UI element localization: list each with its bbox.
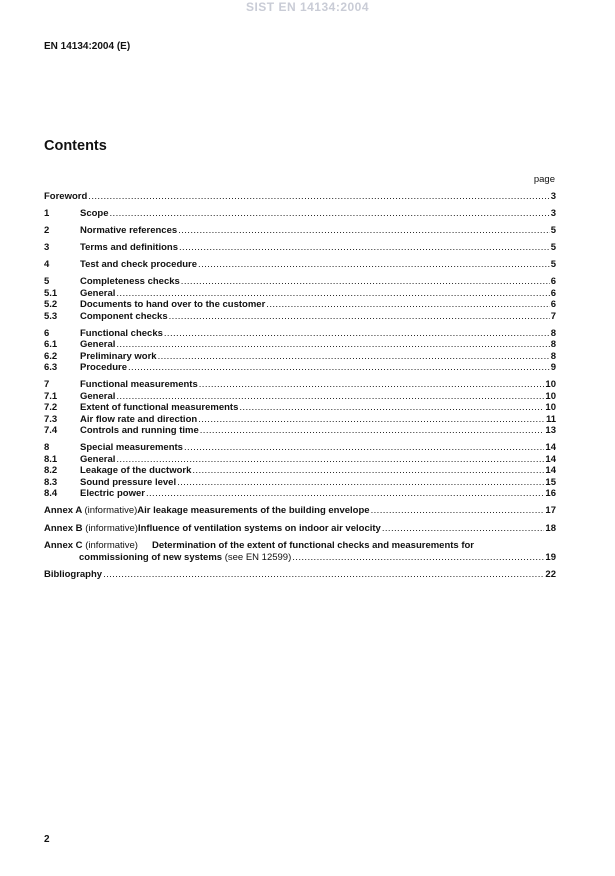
annex-label: Annex A — [44, 505, 82, 516]
toc-entry-title: Terms and definitions — [80, 242, 179, 253]
toc-entry-1[interactable] — [44, 208, 556, 220]
toc-entry-page: 22 — [545, 569, 556, 580]
toc-entry-page: 7 — [550, 310, 556, 322]
toc-entry-page: 14 — [545, 442, 556, 453]
toc-entry-page: 11 — [545, 413, 556, 425]
table-of-contents — [44, 191, 556, 581]
toc-entry-bibliography[interactable] — [44, 569, 556, 581]
document-id: EN 14134:2004 (E) — [44, 41, 131, 52]
toc-entry-number: 5.2 — [44, 299, 58, 310]
toc-entry-2[interactable] — [44, 225, 556, 237]
toc-entry-title: Extent of functional measurements — [80, 402, 239, 413]
toc-entry-3[interactable] — [44, 242, 556, 254]
toc-entry-title: Controls and running time — [80, 425, 199, 436]
toc-entry-6-3[interactable] — [44, 362, 556, 374]
toc-entry-6-1[interactable] — [44, 339, 556, 351]
toc-entry-number: 8.2 — [44, 465, 58, 476]
toc-entry-7-3[interactable] — [44, 414, 556, 426]
annex-type: (informative) — [84, 505, 138, 516]
toc-entry-title: Electric power — [80, 488, 145, 499]
toc-entry-7-2[interactable] — [44, 402, 556, 414]
toc-entry-number: 6 — [44, 327, 50, 339]
toc-entry-page: 19 — [545, 552, 556, 563]
toc-entry-8-3[interactable] — [44, 477, 556, 489]
toc-entry-5-1[interactable] — [44, 288, 556, 300]
page-title: Contents — [44, 138, 107, 154]
toc-entry-page: 6 — [550, 299, 556, 310]
toc-entry-page: 8 — [550, 339, 556, 350]
toc-entry-title: Leakage of the ductwork — [80, 465, 192, 476]
toc-entry-title: Air flow rate and direction — [80, 413, 198, 425]
toc-entry-8-2[interactable] — [44, 465, 556, 477]
toc-entry-page: 10 — [545, 379, 556, 390]
toc-entry-number: 5 — [44, 276, 50, 287]
toc-entry-6[interactable] — [44, 328, 556, 340]
toc-entry-number: 8.4 — [44, 488, 58, 499]
toc-entry-8-4[interactable] — [44, 488, 556, 500]
toc-entry-number: 7.1 — [44, 390, 58, 402]
toc-entry-annex-a[interactable] — [44, 505, 556, 517]
toc-entry-number: 7.4 — [44, 425, 58, 436]
page-column-label: page — [533, 174, 555, 185]
toc-entry-number: 8.1 — [44, 453, 58, 465]
toc-entry-title: General — [80, 453, 116, 465]
toc-entry-page: 8 — [550, 327, 556, 339]
toc-entry-title: Scope — [80, 208, 109, 219]
toc-entry-page: 9 — [550, 362, 556, 373]
annex-label: Annex B — [44, 522, 83, 534]
toc-entry-title: General — [80, 287, 116, 299]
toc-entry-8[interactable] — [44, 442, 556, 454]
toc-entry-page: 8 — [550, 350, 556, 362]
toc-entry-page: 17 — [545, 505, 556, 516]
toc-entry-title: Bibliography — [44, 569, 103, 580]
toc-entry-title: Determination of the extent of functional checks and measurements for — [152, 540, 475, 551]
toc-entry-page: 14 — [545, 453, 556, 465]
toc-entry-title: General — [80, 390, 116, 402]
toc-entry-5-2[interactable] — [44, 299, 556, 311]
toc-entry-page: 16 — [545, 488, 556, 499]
toc-entry-page: 14 — [545, 465, 556, 476]
toc-entry-number: 2 — [44, 225, 50, 236]
toc-entry-7[interactable] — [44, 379, 556, 391]
toc-entry-number: 7.2 — [44, 402, 58, 413]
toc-entry-7-4[interactable] — [44, 425, 556, 437]
toc-entry-5[interactable] — [44, 276, 556, 288]
toc-entry-title: Test and check procedure — [80, 259, 198, 270]
toc-entry-annex-c[interactable] — [44, 540, 556, 564]
toc-entry-page: 6 — [550, 276, 556, 287]
toc-entry-title: Functional measurements — [80, 379, 198, 390]
toc-entry-number: 8.3 — [44, 476, 58, 488]
toc-entry-page: 10 — [545, 390, 556, 402]
toc-entry-title-continued: commissioning of new systems (see EN 12599) — [79, 552, 292, 563]
toc-entry-title: Sound pressure level — [80, 476, 177, 488]
toc-entry-page: 5 — [550, 259, 556, 270]
watermark: SIST EN 14134:2004 — [245, 0, 370, 14]
toc-entry-title: Completeness checks — [80, 276, 180, 287]
toc-entry-number: 6.3 — [44, 362, 58, 373]
toc-entry-title: Preliminary work — [80, 350, 157, 362]
toc-entry-6-2[interactable] — [44, 351, 556, 363]
toc-entry-page: 15 — [545, 476, 556, 488]
annex-label: Annex C — [44, 540, 83, 551]
toc-entry-page: 13 — [545, 425, 556, 436]
toc-entry-number: 8 — [44, 442, 50, 453]
toc-entry-page: 3 — [550, 208, 556, 219]
toc-entry-title: Procedure — [80, 362, 127, 373]
page-number: 2 — [44, 834, 50, 845]
toc-entry-page: 5 — [550, 242, 556, 253]
toc-entry-page: 18 — [545, 522, 556, 534]
toc-entry-title: Influence of ventilation systems on indoor air velocity — [137, 522, 381, 534]
toc-entry-number: 5.1 — [44, 287, 58, 299]
toc-entry-8-1[interactable] — [44, 454, 556, 466]
toc-entry-title: Functional checks — [80, 327, 163, 339]
toc-entry-number: 4 — [44, 259, 50, 270]
toc-entry-title: Component checks — [80, 310, 168, 322]
toc-entry-number: 6.2 — [44, 350, 58, 362]
toc-entry-page: 6 — [550, 287, 556, 299]
toc-entry-title: Normative references — [80, 225, 178, 236]
toc-entry-foreword[interactable] — [44, 191, 556, 203]
toc-entry-page: 3 — [550, 191, 556, 202]
toc-entry-4[interactable] — [44, 259, 556, 271]
toc-entry-title: Air leakage measurements of the building envelope — [137, 505, 370, 516]
annex-type: (informative) — [85, 540, 138, 551]
toc-entry-number: 6.1 — [44, 339, 58, 350]
toc-entry-page: 5 — [550, 225, 556, 236]
toc-entry-5-3[interactable] — [44, 311, 556, 323]
toc-entry-title: Foreword — [44, 191, 88, 202]
toc-entry-number: 7.3 — [44, 413, 58, 425]
toc-entry-annex-b[interactable] — [44, 523, 556, 535]
toc-entry-number: 7 — [44, 379, 50, 390]
toc-entry-number: 5.3 — [44, 310, 58, 322]
toc-entry-number: 3 — [44, 242, 50, 253]
toc-entry-number: 1 — [44, 208, 50, 219]
toc-entry-title: Documents to hand over to the customer — [80, 299, 266, 310]
toc-entry-title: Special measurements — [80, 442, 183, 453]
toc-entry-page: 10 — [545, 402, 556, 413]
toc-entry-title: General — [80, 339, 116, 350]
annex-type: (informative) — [85, 522, 138, 534]
toc-entry-7-1[interactable] — [44, 391, 556, 403]
